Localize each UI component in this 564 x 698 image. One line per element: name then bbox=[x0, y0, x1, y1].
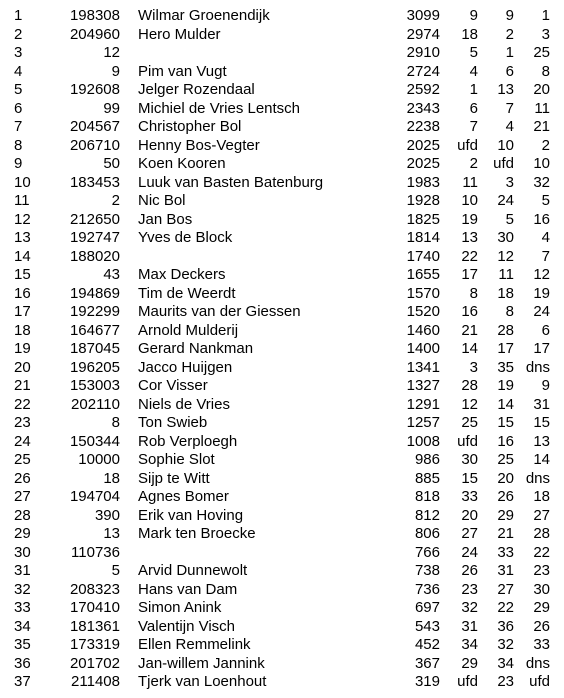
name-cell: Agnes Bomer bbox=[138, 488, 229, 505]
race-3-cell: 22 bbox=[533, 543, 550, 561]
sail-number-cell: 212650 bbox=[69, 210, 120, 228]
race-2-cell: 30 bbox=[497, 229, 514, 246]
race-3-cell: 18 bbox=[533, 488, 550, 505]
race-1-cell: 31 bbox=[461, 617, 478, 635]
score-cell: 1928 bbox=[406, 192, 440, 209]
rank-cell: 33 bbox=[14, 599, 31, 616]
table-row bbox=[0, 544, 564, 563]
name-cell: Hans van Dam bbox=[138, 580, 238, 598]
race-3-cell: 14 bbox=[533, 451, 550, 468]
rank-cell: 37 bbox=[14, 673, 31, 690]
rank-cell: 26 bbox=[14, 469, 31, 487]
race-1-cell: 3 bbox=[469, 358, 478, 376]
sail-number-cell: 9 bbox=[111, 62, 120, 80]
race-2-cell: 8 bbox=[505, 303, 514, 320]
score-cell: 3099 bbox=[406, 7, 440, 24]
sail-number-cell: 150344 bbox=[69, 432, 120, 450]
sail-number-cell: 192747 bbox=[69, 229, 120, 246]
score-cell: 1008 bbox=[406, 432, 440, 450]
name-cell: Luuk van Basten Batenburg bbox=[138, 173, 324, 191]
race-3-cell: 24 bbox=[533, 303, 550, 320]
rank-cell: 29 bbox=[14, 525, 31, 542]
race-3-cell: 7 bbox=[541, 247, 550, 265]
rank-cell: 12 bbox=[14, 210, 31, 228]
name-cell: Arnold Mulderij bbox=[138, 321, 239, 339]
race-3-cell: 4 bbox=[541, 229, 550, 246]
table-row bbox=[0, 562, 564, 581]
score-cell: 2974 bbox=[406, 25, 440, 43]
race-1-cell: 10 bbox=[461, 192, 478, 209]
name-cell: Mark ten Broecke bbox=[138, 525, 256, 542]
rank-cell: 34 bbox=[14, 617, 31, 635]
table-row bbox=[0, 81, 564, 100]
race-1-cell: 24 bbox=[461, 543, 478, 561]
race-2-cell: 23 bbox=[497, 673, 514, 690]
name-cell: Tjerk van Loenhout bbox=[138, 673, 267, 690]
score-cell: 2592 bbox=[406, 81, 440, 98]
sail-number-cell: 192608 bbox=[69, 81, 120, 98]
sail-number-cell: 8 bbox=[111, 414, 120, 431]
rank-cell: 5 bbox=[14, 81, 23, 98]
table-row bbox=[0, 174, 564, 193]
score-cell: 1400 bbox=[406, 340, 440, 357]
name-cell: Ellen Remmelink bbox=[138, 636, 251, 653]
sail-number-cell: 5 bbox=[111, 562, 120, 579]
table-row bbox=[0, 44, 564, 63]
race-3-cell: ufd bbox=[529, 673, 550, 690]
name-cell: Cor Visser bbox=[138, 377, 208, 394]
race-3-cell: 32 bbox=[533, 173, 550, 191]
sail-number-cell: 164677 bbox=[69, 321, 120, 339]
race-3-cell: 30 bbox=[533, 580, 550, 598]
sail-number-cell: 390 bbox=[94, 506, 120, 524]
rank-cell: 18 bbox=[14, 321, 31, 339]
race-2-cell: 20 bbox=[497, 469, 514, 487]
sail-number-cell: 187045 bbox=[69, 340, 120, 357]
race-1-cell: 21 bbox=[461, 321, 478, 339]
rank-cell: 2 bbox=[14, 25, 23, 43]
rank-cell: 1 bbox=[14, 7, 23, 24]
rank-cell: 24 bbox=[14, 432, 31, 450]
table-row bbox=[0, 377, 564, 396]
rank-cell: 35 bbox=[14, 636, 31, 653]
sail-number-cell: 194869 bbox=[69, 284, 120, 302]
race-2-cell: 27 bbox=[497, 580, 514, 598]
rank-cell: 28 bbox=[14, 506, 31, 524]
sail-number-cell: 110736 bbox=[71, 543, 120, 561]
race-2-cell: 1 bbox=[505, 44, 514, 61]
score-cell: 1257 bbox=[406, 414, 440, 431]
name-cell: Sophie Slot bbox=[138, 451, 215, 468]
race-1-cell: 26 bbox=[461, 562, 478, 579]
table-row bbox=[0, 266, 564, 285]
race-2-cell: 9 bbox=[505, 7, 514, 24]
score-cell: 697 bbox=[414, 599, 440, 616]
table-row bbox=[0, 359, 564, 378]
race-1-cell: 33 bbox=[461, 488, 478, 505]
rank-cell: 22 bbox=[14, 395, 31, 413]
table-row bbox=[0, 248, 564, 267]
race-2-cell: 6 bbox=[505, 62, 514, 80]
table-row bbox=[0, 26, 564, 45]
race-3-cell: 15 bbox=[533, 414, 550, 431]
rank-cell: 21 bbox=[14, 377, 31, 394]
race-1-cell: ufd bbox=[457, 673, 478, 690]
race-3-cell: dns bbox=[525, 469, 550, 487]
race-1-cell: ufd bbox=[457, 432, 478, 450]
race-1-cell: 9 bbox=[469, 7, 478, 24]
table-row bbox=[0, 525, 564, 544]
rank-cell: 30 bbox=[14, 543, 31, 561]
results-table bbox=[0, 7, 564, 692]
score-cell: 1520 bbox=[406, 303, 440, 320]
score-cell: 1814 bbox=[406, 229, 440, 246]
table-row bbox=[0, 7, 564, 26]
name-cell: Valentijn Visch bbox=[138, 617, 236, 635]
race-2-cell: 17 bbox=[497, 340, 514, 357]
race-2-cell: 14 bbox=[497, 395, 514, 413]
score-cell: 885 bbox=[414, 469, 440, 487]
name-cell: Ton Swieb bbox=[138, 414, 208, 431]
name-cell: Niels de Vries bbox=[138, 395, 230, 413]
rank-cell: 20 bbox=[14, 358, 31, 376]
race-2-cell: ufd bbox=[493, 155, 514, 172]
name-cell: Sijp te Witt bbox=[138, 469, 210, 487]
name-cell: Jacco Huijgen bbox=[138, 358, 233, 376]
score-cell: 2343 bbox=[406, 99, 440, 117]
name-cell: Max Deckers bbox=[138, 266, 226, 283]
table-row bbox=[0, 636, 564, 655]
score-cell: 1460 bbox=[406, 321, 440, 339]
score-cell: 2238 bbox=[406, 118, 440, 135]
sail-number-cell: 18 bbox=[103, 469, 120, 487]
race-3-cell: 12 bbox=[533, 266, 550, 283]
name-cell: Christopher Bol bbox=[138, 118, 242, 135]
rank-cell: 25 bbox=[14, 451, 31, 468]
race-1-cell: 5 bbox=[469, 44, 478, 61]
table-row bbox=[0, 118, 564, 137]
race-2-cell: 12 bbox=[497, 247, 514, 265]
race-1-cell: 32 bbox=[461, 599, 478, 616]
race-1-cell: 28 bbox=[461, 377, 478, 394]
table-row bbox=[0, 599, 564, 618]
race-3-cell: 8 bbox=[541, 62, 550, 80]
score-cell: 806 bbox=[414, 525, 440, 542]
race-3-cell: 6 bbox=[541, 321, 550, 339]
race-1-cell: 8 bbox=[469, 284, 478, 302]
race-1-cell: 11 bbox=[462, 173, 478, 191]
sail-number-cell: 13 bbox=[103, 525, 120, 542]
score-cell: 986 bbox=[414, 451, 440, 468]
name-cell: Hero Mulder bbox=[138, 25, 221, 43]
score-cell: 1655 bbox=[406, 266, 440, 283]
sail-number-cell: 10000 bbox=[78, 451, 120, 468]
score-cell: 2724 bbox=[406, 62, 440, 80]
race-1-cell: 23 bbox=[461, 580, 478, 598]
sail-number-cell: 201702 bbox=[69, 654, 120, 672]
rank-cell: 19 bbox=[14, 340, 31, 357]
rank-cell: 11 bbox=[14, 192, 30, 209]
rank-cell: 17 bbox=[14, 303, 31, 320]
table-row bbox=[0, 581, 564, 600]
table-row bbox=[0, 451, 564, 470]
race-3-cell: 2 bbox=[541, 136, 550, 154]
race-3-cell: 29 bbox=[533, 599, 550, 616]
score-cell: 1341 bbox=[406, 358, 440, 376]
table-row bbox=[0, 655, 564, 674]
score-cell: 766 bbox=[414, 543, 440, 561]
race-2-cell: 32 bbox=[497, 636, 514, 653]
race-1-cell: 14 bbox=[461, 340, 478, 357]
name-cell: Koen Kooren bbox=[138, 155, 226, 172]
race-1-cell: 22 bbox=[461, 247, 478, 265]
name-cell: Simon Anink bbox=[138, 599, 222, 616]
race-3-cell: 23 bbox=[533, 562, 550, 579]
sail-number-cell: 43 bbox=[103, 266, 120, 283]
name-cell: Henny Bos-Vegter bbox=[138, 136, 260, 154]
score-cell: 1327 bbox=[406, 377, 440, 394]
sail-number-cell: 196205 bbox=[69, 358, 120, 376]
name-cell: Wilmar Groenendijk bbox=[138, 7, 270, 24]
race-2-cell: 28 bbox=[497, 321, 514, 339]
score-cell: 452 bbox=[414, 636, 440, 653]
name-cell: Jelger Rozendaal bbox=[138, 81, 255, 98]
table-row bbox=[0, 322, 564, 341]
table-row bbox=[0, 155, 564, 174]
score-cell: 812 bbox=[414, 506, 440, 524]
score-cell: 543 bbox=[414, 617, 440, 635]
race-1-cell: 30 bbox=[461, 451, 478, 468]
race-3-cell: 5 bbox=[541, 192, 550, 209]
rank-cell: 6 bbox=[14, 99, 23, 117]
name-cell: Rob Verploegh bbox=[138, 432, 238, 450]
race-3-cell: 28 bbox=[533, 525, 550, 542]
table-row bbox=[0, 229, 564, 248]
race-2-cell: 5 bbox=[505, 210, 514, 228]
sail-number-cell: 211408 bbox=[71, 673, 120, 690]
rank-cell: 13 bbox=[14, 229, 31, 246]
race-2-cell: 35 bbox=[497, 358, 514, 376]
name-cell: Jan Bos bbox=[138, 210, 193, 228]
rank-cell: 36 bbox=[14, 654, 31, 672]
score-cell: 738 bbox=[414, 562, 440, 579]
race-1-cell: 4 bbox=[469, 62, 478, 80]
race-2-cell: 15 bbox=[497, 414, 514, 431]
table-row bbox=[0, 100, 564, 119]
race-1-cell: 12 bbox=[461, 395, 478, 413]
score-cell: 1291 bbox=[406, 395, 440, 413]
race-3-cell: 20 bbox=[533, 81, 550, 98]
sail-number-cell: 194704 bbox=[69, 488, 120, 505]
name-cell: Michiel de Vries Lentsch bbox=[138, 99, 301, 117]
sail-number-cell: 192299 bbox=[69, 303, 120, 320]
race-2-cell: 25 bbox=[497, 451, 514, 468]
rank-cell: 3 bbox=[14, 44, 23, 61]
sail-number-cell: 204567 bbox=[69, 118, 120, 135]
rank-cell: 32 bbox=[14, 580, 31, 598]
race-2-cell: 18 bbox=[497, 284, 514, 302]
table-row bbox=[0, 507, 564, 526]
name-cell: Erik van Hoving bbox=[138, 506, 244, 524]
rank-cell: 7 bbox=[14, 118, 23, 135]
sail-number-cell: 12 bbox=[103, 44, 120, 61]
race-3-cell: 13 bbox=[533, 432, 550, 450]
name-cell: Yves de Block bbox=[138, 229, 233, 246]
rank-cell: 31 bbox=[14, 562, 31, 579]
name-cell: Arvid Dunnewolt bbox=[138, 562, 248, 579]
race-1-cell: 17 bbox=[461, 266, 478, 283]
table-row bbox=[0, 211, 564, 230]
race-3-cell: 1 bbox=[541, 7, 550, 24]
sail-number-cell: 170410 bbox=[69, 599, 120, 616]
race-3-cell: dns bbox=[525, 358, 550, 376]
rank-cell: 9 bbox=[14, 155, 23, 172]
race-3-cell: 19 bbox=[533, 284, 550, 302]
sail-number-cell: 181361 bbox=[69, 617, 120, 635]
race-2-cell: 11 bbox=[498, 266, 514, 283]
race-1-cell: 27 bbox=[461, 525, 478, 542]
table-row bbox=[0, 303, 564, 322]
race-3-cell: 3 bbox=[541, 25, 550, 43]
race-3-cell: dns bbox=[525, 654, 550, 672]
race-2-cell: 21 bbox=[497, 525, 514, 542]
rank-cell: 23 bbox=[14, 414, 31, 431]
race-3-cell: 27 bbox=[533, 506, 550, 524]
table-row bbox=[0, 192, 564, 211]
race-2-cell: 34 bbox=[497, 654, 514, 672]
race-2-cell: 33 bbox=[497, 543, 514, 561]
rank-cell: 8 bbox=[14, 136, 23, 154]
name-cell: Jan-willem Jannink bbox=[138, 654, 265, 672]
rank-cell: 16 bbox=[14, 284, 31, 302]
race-1-cell: 7 bbox=[469, 118, 478, 135]
race-1-cell: 2 bbox=[469, 155, 478, 172]
race-2-cell: 36 bbox=[497, 617, 514, 635]
race-2-cell: 2 bbox=[505, 25, 514, 43]
table-row bbox=[0, 285, 564, 304]
sail-number-cell: 2 bbox=[111, 192, 120, 209]
race-3-cell: 21 bbox=[533, 118, 550, 135]
score-cell: 319 bbox=[414, 673, 440, 690]
race-2-cell: 24 bbox=[497, 192, 514, 209]
race-1-cell: 20 bbox=[461, 506, 478, 524]
score-cell: 1825 bbox=[406, 210, 440, 228]
race-2-cell: 22 bbox=[497, 599, 514, 616]
race-3-cell: 17 bbox=[533, 340, 550, 357]
table-row bbox=[0, 414, 564, 433]
sail-number-cell: 50 bbox=[103, 155, 120, 172]
sail-number-cell: 153003 bbox=[69, 377, 120, 394]
sail-number-cell: 198308 bbox=[69, 7, 120, 24]
sail-number-cell: 183453 bbox=[69, 173, 120, 191]
rank-cell: 4 bbox=[14, 62, 23, 80]
sail-number-cell: 99 bbox=[103, 99, 120, 117]
table-row bbox=[0, 673, 564, 692]
score-cell: 736 bbox=[414, 580, 440, 598]
rank-cell: 10 bbox=[14, 173, 31, 191]
race-2-cell: 10 bbox=[497, 136, 514, 154]
race-2-cell: 19 bbox=[497, 377, 514, 394]
race-1-cell: 16 bbox=[461, 303, 478, 320]
race-3-cell: 33 bbox=[533, 636, 550, 653]
race-3-cell: 16 bbox=[533, 210, 550, 228]
race-3-cell: 11 bbox=[534, 99, 550, 117]
race-1-cell: 34 bbox=[461, 636, 478, 653]
race-2-cell: 31 bbox=[497, 562, 514, 579]
score-cell: 1983 bbox=[406, 173, 440, 191]
sail-number-cell: 204960 bbox=[69, 25, 120, 43]
score-cell: 2025 bbox=[406, 155, 440, 172]
race-2-cell: 29 bbox=[497, 506, 514, 524]
race-3-cell: 31 bbox=[533, 395, 550, 413]
score-cell: 1740 bbox=[406, 247, 440, 265]
score-cell: 1570 bbox=[406, 284, 440, 302]
sail-number-cell: 173319 bbox=[69, 636, 120, 653]
table-row bbox=[0, 433, 564, 452]
table-row bbox=[0, 137, 564, 156]
race-2-cell: 3 bbox=[505, 173, 514, 191]
race-2-cell: 7 bbox=[505, 99, 514, 117]
race-2-cell: 16 bbox=[497, 432, 514, 450]
table-row bbox=[0, 63, 564, 82]
race-1-cell: 6 bbox=[469, 99, 478, 117]
sail-number-cell: 208323 bbox=[69, 580, 120, 598]
score-cell: 2910 bbox=[406, 44, 440, 61]
race-1-cell: 29 bbox=[461, 654, 478, 672]
sail-number-cell: 206710 bbox=[69, 136, 120, 154]
name-cell: Gerard Nankman bbox=[138, 340, 254, 357]
race-2-cell: 13 bbox=[497, 81, 514, 98]
rank-cell: 15 bbox=[14, 266, 31, 283]
race-1-cell: 15 bbox=[461, 469, 478, 487]
race-1-cell: 1 bbox=[469, 81, 478, 98]
sail-number-cell: 188020 bbox=[69, 247, 120, 265]
sail-number-cell: 202110 bbox=[71, 395, 120, 413]
race-3-cell: 26 bbox=[533, 617, 550, 635]
name-cell: Nic Bol bbox=[138, 192, 186, 209]
race-3-cell: 9 bbox=[541, 377, 550, 394]
score-cell: 2025 bbox=[406, 136, 440, 154]
name-cell: Maurits van der Giessen bbox=[138, 303, 301, 320]
score-cell: 367 bbox=[414, 654, 440, 672]
race-1-cell: ufd bbox=[457, 136, 478, 154]
name-cell: Tim de Weerdt bbox=[138, 284, 236, 302]
race-1-cell: 18 bbox=[461, 25, 478, 43]
race-3-cell: 25 bbox=[533, 44, 550, 61]
score-cell: 818 bbox=[414, 488, 440, 505]
table-row bbox=[0, 396, 564, 415]
race-3-cell: 10 bbox=[533, 155, 550, 172]
race-1-cell: 13 bbox=[461, 229, 478, 246]
race-2-cell: 4 bbox=[505, 118, 514, 135]
table-row bbox=[0, 340, 564, 359]
race-1-cell: 25 bbox=[461, 414, 478, 431]
race-1-cell: 19 bbox=[461, 210, 478, 228]
table-row bbox=[0, 488, 564, 507]
name-cell: Pim van Vugt bbox=[138, 62, 227, 80]
race-2-cell: 26 bbox=[497, 488, 514, 505]
rank-cell: 14 bbox=[14, 247, 31, 265]
table-row bbox=[0, 618, 564, 637]
rank-cell: 27 bbox=[14, 488, 31, 505]
table-row bbox=[0, 470, 564, 489]
